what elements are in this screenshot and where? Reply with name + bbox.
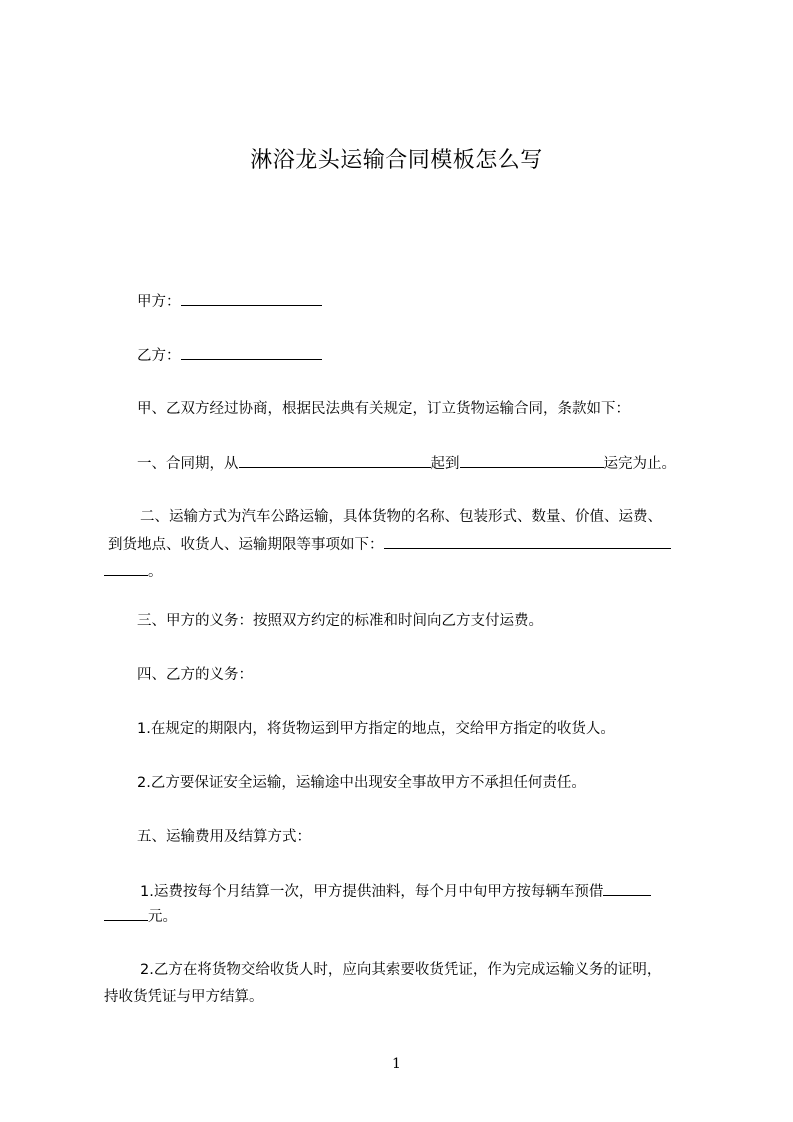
party-b-label: 乙方：	[137, 348, 181, 364]
party-a-blank	[181, 291, 322, 306]
document-title: 淋浴龙头运输合同模板怎么写	[250, 148, 543, 173]
clause-5-item-1-line-1	[140, 881, 651, 902]
clause-5-item-2-line-1: 2.乙方在将货物交给收货人时，应向其索要收货凭证，作为完成运输义务的证明，	[140, 962, 662, 978]
clause-4-item-1: 1.在规定的期限内，将货物运到甲方指定的地点，交给甲方指定的收货人。	[137, 721, 615, 737]
clause-4-item-2: 2.乙方要保证安全运输，运输途中出现安全事故甲方不承担任何责任。	[137, 775, 586, 791]
clause-5-heading: 五、运输费用及结算方式：	[137, 829, 311, 845]
party-a-label: 甲方：	[137, 294, 181, 310]
clause-2-details-blank-cont	[104, 561, 148, 576]
clause-3: 三、甲方的义务：按照双方约定的标准和时间向乙方支付运费。	[137, 613, 543, 629]
intro-paragraph: 甲、乙双方经过协商，根据民法典有关规定，订立货物运输合同，条款如下：	[137, 401, 630, 417]
clause-5-advance-blank-cont	[104, 906, 148, 921]
clause-2-details-blank	[384, 534, 671, 549]
clause-5-item-1-suffix: 元。	[148, 909, 177, 925]
clause-1-suffix: 运完为止。	[603, 456, 676, 472]
page-number: 1	[392, 1056, 401, 1072]
clause-2-line-3-suffix: 。	[148, 564, 163, 580]
clause-4-heading: 四、乙方的义务：	[137, 667, 253, 683]
clause-5-advance-blank	[603, 881, 651, 896]
clause-1-prefix: 一、合同期，从	[137, 456, 239, 472]
clause-2-line-1: 二、运输方式为汽车公路运输，具体货物的名称、包装形式、数量、价值、运费、	[140, 509, 662, 525]
clause-1-end-blank	[460, 453, 604, 468]
clause-2-line-2-text: 到货地点、收货人、运输期限等事项如下：	[108, 537, 384, 553]
clause-2-line-2	[108, 534, 671, 555]
clause-5-item-2-line-2: 持收货凭证与甲方结算。	[104, 989, 264, 1005]
clause-1	[137, 453, 676, 474]
party-b-line	[137, 345, 322, 366]
clause-1-start-blank	[239, 453, 431, 468]
clause-5-item-1-text: 1.运费按每个月结算一次，甲方提供油料，每个月中旬甲方按每辆车预借	[140, 884, 604, 900]
clause-1-middle: 起到	[430, 456, 460, 472]
party-a-line	[137, 291, 322, 312]
party-b-blank	[181, 345, 322, 360]
clause-5-item-1-line-2	[104, 906, 177, 927]
clause-2-line-3	[104, 561, 163, 582]
